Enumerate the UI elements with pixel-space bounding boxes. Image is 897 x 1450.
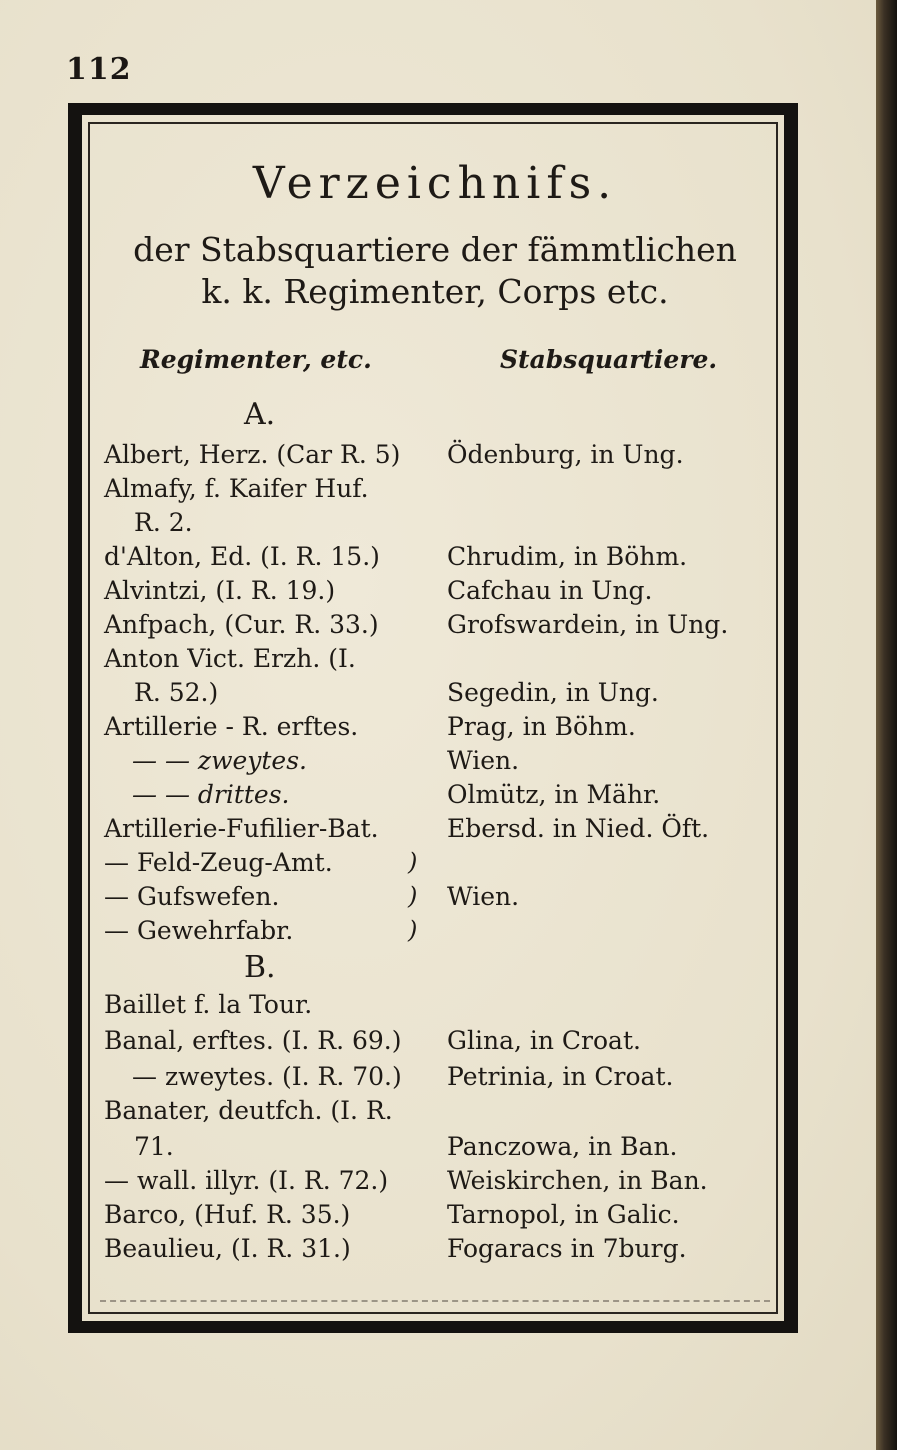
entry-quarters: Segedin, in Ung. — [447, 678, 659, 707]
entry-regiment: 71. — [134, 1132, 174, 1161]
subtitle-line-2: k. k. Regimenter, Corps etc. — [201, 272, 669, 311]
entry-regiment: — wall. illyr. (I. R. 72.) — [104, 1166, 389, 1195]
entry-quarters: Glina, in Croat. — [447, 1026, 641, 1055]
entry-regiment: Artillerie-Fufilier-Bat. — [104, 814, 379, 843]
entry-regiment: — — drittes. — [132, 780, 290, 809]
entry-regiment: Alvintzi, (I. R. 19.) — [104, 576, 336, 605]
entry-quarters: Petrinia, in Croat. — [447, 1062, 674, 1091]
brace-mark: ) — [408, 882, 418, 910]
subtitle-line-1: der Stabsquartiere der fämmtlichen — [133, 230, 737, 269]
column-header-regiments: Regimenter, etc. — [140, 345, 372, 374]
entry-regiment: — Gufswefen. — [104, 882, 280, 911]
entry-quarters: Cafchau in Ung. — [447, 576, 653, 605]
page-number: 112 — [66, 52, 132, 87]
page-title: Verzeichnifs. — [252, 158, 618, 209]
entry-quarters: Weiskirchen, in Ban. — [447, 1166, 708, 1195]
entry-quarters: Ebersd. in Nied. Öft. — [447, 814, 710, 843]
entry-regiment: Beaulieu, (I. R. 31.) — [104, 1234, 351, 1263]
column-header-quarters: Stabsquartiere. — [500, 345, 718, 374]
entry-regiment: Baillet f. la Tour. — [104, 990, 313, 1019]
entry-regiment: Anton Vict. Erzh. (I. — [104, 644, 356, 673]
entry-quarters: Grofswardein, in Ung. — [447, 610, 729, 639]
entry-regiment: Barco, (Huf. R. 35.) — [104, 1200, 351, 1229]
entry-regiment: Banal, erftes. (I. R. 69.) — [104, 1026, 402, 1055]
entry-regiment: — — zweytes. — [132, 746, 307, 775]
entry-quarters: Fogaracs in 7burg. — [447, 1234, 687, 1263]
entry-regiment: d'Alton, Ed. (I. R. 15.) — [104, 542, 380, 571]
section-letter-a: A. — [244, 397, 276, 432]
entry-regiment: R. 2. — [134, 508, 193, 537]
entry-regiment: Banater, deutfch. (I. R. — [104, 1096, 393, 1125]
brace-mark: ) — [408, 848, 418, 876]
entry-regiment: Almafy, f. Kaifer Huf. — [104, 474, 369, 503]
entry-regiment: — zweytes. (I. R. 70.) — [132, 1062, 402, 1091]
entry-quarters: Ödenburg, in Ung. — [447, 440, 684, 469]
entry-regiment: — Gewehrfabr. — [104, 916, 294, 945]
brace-mark: ) — [408, 916, 418, 944]
entry-quarters: Wien. — [447, 746, 520, 775]
entry-quarters: Tarnopol, in Galic. — [447, 1200, 680, 1229]
book-page-edge — [876, 0, 897, 1450]
dotted-divider — [100, 1300, 770, 1302]
section-letter-b: B. — [244, 950, 276, 985]
entry-regiment: — Feld-Zeug-Amt. — [104, 848, 333, 877]
entry-quarters: Prag, in Böhm. — [447, 712, 636, 741]
entry-quarters: Panczowa, in Ban. — [447, 1132, 678, 1161]
entry-regiment: R. 52.) — [134, 678, 219, 707]
entry-regiment: Anfpach, (Cur. R. 33.) — [104, 610, 379, 639]
entry-quarters: Wien. — [447, 882, 520, 911]
entry-quarters: Chrudim, in Böhm. — [447, 542, 688, 571]
entry-regiment: Albert, Herz. (Car R. 5) — [104, 440, 401, 469]
entry-regiment: Artillerie - R. erftes. — [104, 712, 359, 741]
entry-quarters: Olmütz, in Mähr. — [447, 780, 661, 809]
